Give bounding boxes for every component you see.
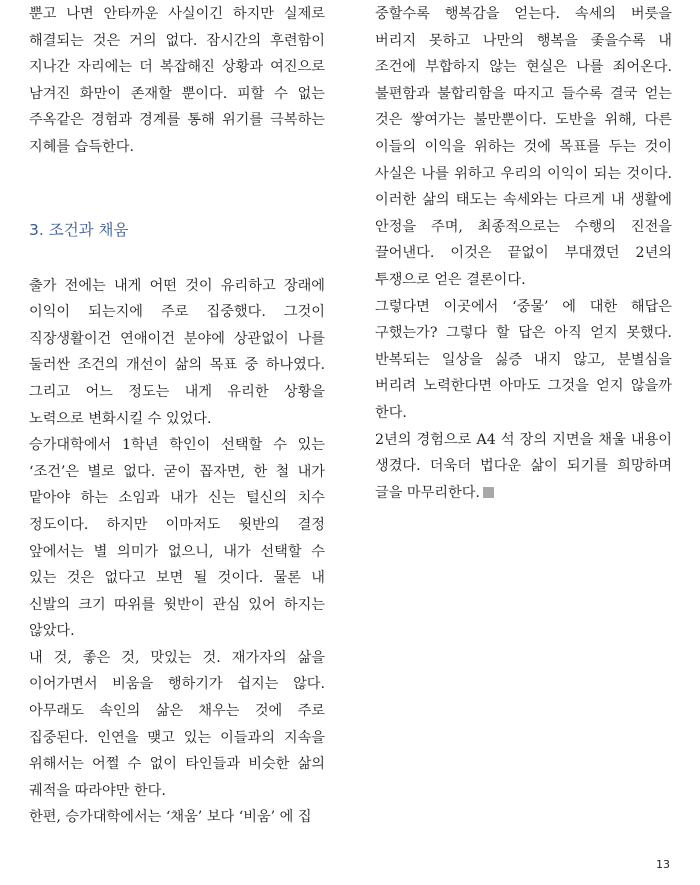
left-column (29, 0, 325, 831)
section-heading: 3. 조건과 채움 (29, 220, 129, 239)
body-paragraph: 출가 전에는 내게 어떤 것이 유리하고 장래에 이익이 되는지에 주로 집중했다. 그것이 직장생활이건 연애이건 분야에 상관없이 나를 둘러싼 조건의 개선이 삶의 목표 중 하나였다. 그리고 어느 정도는 내게 유리한 상황을 노력으로 변화시킬 수 있었다. (29, 277, 325, 427)
closing-text: 2년의 경험으로 A4 석 장의 지면을 채울 내용이 생겼다. 더욱더 법다운 삶이 되기를 희망하며 글을 마무리한다. (375, 431, 672, 501)
body-paragraph: 내 것, 좋은 것, 맛있는 것. 재가자의 삶을 이어가면서 비움을 행하기가 쉽지는 않다. 아무래도 속인의 삶은 채우는 것에 주로 집중된다. 인연을 맺고 있는 이들과의 지속을 위해서는 어쩔 수 없이 타인들과 비슷한 삶의 궤적을 따라야만 한다. (29, 649, 325, 799)
body-paragraph: 한편, 승가대학에서는 ‘채움’ 보다 ‘비움’ 에 집 (29, 809, 312, 826)
body-paragraph: 중할수록 행복감을 얻는다. 속세의 버릇을 버리지 못하고 나만의 행복을 좇을수록 내 조건에 부합하지 않는 현실은 나를 죄어온다. 불편함과 불합리함을 따지고 들수록 결국 얻는 것은 쌓여가는 불만뿐이다. 도반을 위해, 다른 이들의 이익을 위하는 것에 목표를 두는 것이 사실은 나를 위하고 우리의 이익이 되는 것이다. 이러한 삶의 태도는 속세와는 다르게 내 생활에 안정을 주며, 최종적으로는 수행의 진전을 끌어낸다. 이것은 끝없이 부대꼈던 2년의 투쟁으로 얻은 결론이다. (375, 6, 672, 288)
body-paragraph: 승가대학에서 1학년 학인이 선택할 수 있는 ‘조건’은 별로 없다. 굳이 꼽자면, 한 철 내가 맡아야 하는 소임과 내가 신는 털신의 치수 정도이다. 하지만 이마저도 윗반의 결정 앞에서는 별 의미가 없으니, 내가 선택할 수 있는 것은 없다고 보면 될 것이다. 물론 내 신발의 크기 따위를 윗반이 관심 있어 하지는 않았다. (29, 437, 325, 640)
end-mark-icon (483, 487, 494, 498)
closing-paragraph (375, 427, 672, 507)
body-paragraph: 그렇다면 이곳에서 ‘중물’ 에 대한 해답은 구했는가? 그렇다 할 답은 아직 얻지 못했다. 반복되는 일상을 싫증 내지 않고, 분별심을 버리려 노력한다면 아마도 그것을 얻지 않을까 한다. (375, 298, 672, 421)
body-paragraph: 뿐고 나면 안타까운 사실이긴 하지만 실제로 해결되는 것은 거의 없다. 잠시간의 후련함이 지나간 자리에는 더 복잡해진 상황과 여진으로 남겨진 화만이 존재할 뿐이다. 피할 수 없는 주옥같은 경험과 경계를 통해 위기를 극복하는 지혜를 습득한다. (29, 6, 325, 155)
page-number: 13 (656, 858, 670, 871)
right-column (375, 0, 672, 506)
